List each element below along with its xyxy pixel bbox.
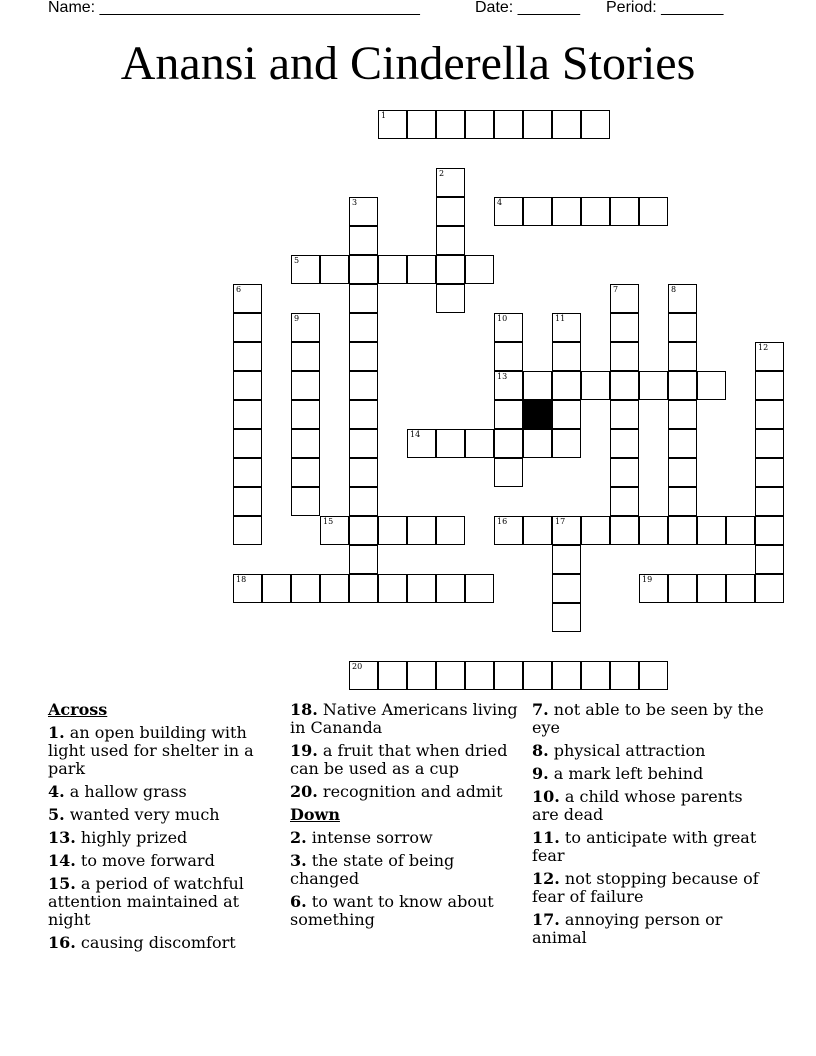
grid-cell[interactable] xyxy=(726,516,755,545)
grid-cell[interactable] xyxy=(291,574,320,603)
grid-cell[interactable] xyxy=(610,400,639,429)
grid-cell[interactable] xyxy=(291,255,320,284)
grid-cell[interactable] xyxy=(668,487,697,516)
clue-number: 16 xyxy=(497,517,508,526)
grid-cell[interactable] xyxy=(436,284,465,313)
grid-cell[interactable] xyxy=(552,197,581,226)
clue-item xyxy=(290,829,522,847)
grid-cell[interactable] xyxy=(233,574,262,603)
clue-number: 2. xyxy=(290,828,307,847)
clue-number: 13 xyxy=(497,372,508,381)
grid-cell[interactable] xyxy=(349,371,378,400)
grid-cell[interactable] xyxy=(697,371,726,400)
clue-number: 3. xyxy=(290,851,307,870)
grid-cell[interactable] xyxy=(349,574,378,603)
clue-item xyxy=(290,783,522,801)
grid-cell[interactable] xyxy=(639,661,668,690)
grid-cell[interactable] xyxy=(407,574,436,603)
grid-cell[interactable] xyxy=(436,516,465,545)
clue-text: Native Americans living in Cananda xyxy=(290,700,518,737)
grid-cell[interactable] xyxy=(291,313,320,342)
grid-cell[interactable] xyxy=(668,400,697,429)
grid-cell[interactable] xyxy=(436,110,465,139)
grid-cell[interactable] xyxy=(494,197,523,226)
grid-cell[interactable] xyxy=(494,661,523,690)
clue-item xyxy=(48,852,280,870)
grid-cell[interactable] xyxy=(755,371,784,400)
clue-text: a mark left behind xyxy=(548,764,704,783)
grid-cell[interactable] xyxy=(668,574,697,603)
clue-text: to anticipate with great fear xyxy=(532,828,757,865)
date-field[interactable]: Date: _______ xyxy=(475,0,580,16)
grid-cell[interactable] xyxy=(349,197,378,226)
grid-cell[interactable] xyxy=(349,400,378,429)
grid-cell[interactable] xyxy=(523,110,552,139)
grid-cell[interactable] xyxy=(668,371,697,400)
clue-number: 5. xyxy=(48,805,65,824)
clue-item xyxy=(532,701,764,737)
clue-number: 9 xyxy=(294,314,300,323)
grid-cell[interactable] xyxy=(552,313,581,342)
grid-cell[interactable] xyxy=(494,429,523,458)
grid-cell[interactable] xyxy=(552,574,581,603)
clue-number: 8. xyxy=(532,741,549,760)
grid-cell[interactable] xyxy=(349,342,378,371)
grid-cell[interactable] xyxy=(610,342,639,371)
grid-cell[interactable] xyxy=(639,197,668,226)
clue-item xyxy=(532,788,764,824)
clue-text: not stopping because of fear of failure xyxy=(532,869,759,906)
clue-item xyxy=(48,875,280,929)
name-field[interactable]: Name: ____________________________________ xyxy=(48,0,420,16)
grid-cell[interactable] xyxy=(639,574,668,603)
clue-number: 12. xyxy=(532,869,560,888)
grid-cell[interactable] xyxy=(494,371,523,400)
grid-cell[interactable] xyxy=(755,516,784,545)
grid-cell[interactable] xyxy=(581,110,610,139)
clue-text: annoying person or animal xyxy=(532,910,723,947)
grid-cell[interactable] xyxy=(465,110,494,139)
clue-item xyxy=(290,742,522,778)
clue-item xyxy=(532,870,764,906)
clue-text: a period of watchful attention maintained at night xyxy=(48,874,244,929)
grid-cell[interactable] xyxy=(233,342,262,371)
black-square xyxy=(523,400,552,429)
grid-cell[interactable] xyxy=(378,516,407,545)
grid-cell[interactable] xyxy=(755,574,784,603)
grid-cell[interactable] xyxy=(436,255,465,284)
grid-cell[interactable] xyxy=(668,284,697,313)
clue-number: 3 xyxy=(352,198,358,207)
grid-cell[interactable] xyxy=(552,661,581,690)
clue-number: 4. xyxy=(48,782,65,801)
clue-text: to want to know about something xyxy=(290,892,494,929)
clue-item xyxy=(290,701,522,737)
clue-number: 10 xyxy=(497,314,508,323)
clue-item xyxy=(290,893,522,929)
clue-number: 17 xyxy=(555,517,566,526)
grid-cell[interactable] xyxy=(349,458,378,487)
clues-column-3 xyxy=(532,701,764,952)
grid-cell[interactable] xyxy=(668,342,697,371)
clue-text: not able to be seen by the eye xyxy=(532,700,764,737)
grid-cell[interactable] xyxy=(697,516,726,545)
grid-cell[interactable] xyxy=(610,197,639,226)
grid-cell[interactable] xyxy=(610,661,639,690)
grid-cell[interactable] xyxy=(610,371,639,400)
grid-cell[interactable] xyxy=(755,342,784,371)
grid-cell[interactable] xyxy=(552,429,581,458)
grid-cell[interactable] xyxy=(755,545,784,574)
grid-cell[interactable] xyxy=(233,371,262,400)
grid-cell[interactable] xyxy=(523,197,552,226)
clue-number: 10. xyxy=(532,787,560,806)
grid-cell[interactable] xyxy=(610,458,639,487)
grid-cell[interactable] xyxy=(523,661,552,690)
grid-cell[interactable] xyxy=(755,400,784,429)
clue-number: 12 xyxy=(758,343,769,352)
grid-cell[interactable] xyxy=(552,371,581,400)
clue-number: 5 xyxy=(294,256,300,265)
clue-text: an open building with light used for shelter in a park xyxy=(48,723,254,778)
grid-cell[interactable] xyxy=(407,255,436,284)
clue-number: 15 xyxy=(323,517,334,526)
clue-number: 18. xyxy=(290,700,318,719)
grid-cell[interactable] xyxy=(349,313,378,342)
across-heading: Across xyxy=(48,700,108,719)
clue-number: 20. xyxy=(290,782,318,801)
clue-number: 11 xyxy=(555,314,566,323)
grid-cell[interactable] xyxy=(233,458,262,487)
grid-cell[interactable] xyxy=(349,226,378,255)
grid-cell[interactable] xyxy=(755,487,784,516)
clue-text: wanted very much xyxy=(64,805,220,824)
page-title: Anansi and Cinderella Stories xyxy=(120,37,696,90)
grid-cell[interactable] xyxy=(668,458,697,487)
clue-number: 1. xyxy=(48,723,65,742)
clue-number: 15. xyxy=(48,874,76,893)
grid-cell[interactable] xyxy=(436,429,465,458)
grid-cell[interactable] xyxy=(494,110,523,139)
clue-number: 9. xyxy=(532,764,549,783)
grid-cell[interactable] xyxy=(494,342,523,371)
grid-cell[interactable] xyxy=(349,429,378,458)
clue-item xyxy=(290,852,522,888)
grid-cell[interactable] xyxy=(755,458,784,487)
clue-item xyxy=(48,724,280,778)
grid-cell[interactable] xyxy=(523,371,552,400)
grid-cell[interactable] xyxy=(552,516,581,545)
down-heading: Down xyxy=(290,805,340,824)
grid-cell[interactable] xyxy=(291,371,320,400)
grid-cell[interactable] xyxy=(407,516,436,545)
grid-cell[interactable] xyxy=(552,545,581,574)
clues-column-1 xyxy=(48,701,280,957)
clue-text: highly prized xyxy=(75,828,188,847)
grid-cell[interactable] xyxy=(436,574,465,603)
grid-cell[interactable] xyxy=(523,429,552,458)
clue-text: a fruit that when dried can be used as a cup xyxy=(290,741,508,778)
grid-cell[interactable] xyxy=(610,516,639,545)
grid-cell[interactable] xyxy=(552,603,581,632)
grid-cell[interactable] xyxy=(291,342,320,371)
grid-cell[interactable] xyxy=(233,429,262,458)
grid-cell[interactable] xyxy=(494,400,523,429)
clue-number: 20 xyxy=(352,662,363,671)
grid-cell[interactable] xyxy=(233,487,262,516)
clue-item xyxy=(48,806,280,824)
clue-number: 16. xyxy=(48,933,76,952)
grid-cell[interactable] xyxy=(523,516,552,545)
clue-number: 2 xyxy=(439,169,445,178)
grid-cell[interactable] xyxy=(378,255,407,284)
grid-cell[interactable] xyxy=(291,458,320,487)
grid-cell[interactable] xyxy=(552,400,581,429)
clue-number: 13. xyxy=(48,828,76,847)
grid-cell[interactable] xyxy=(436,661,465,690)
grid-cell[interactable] xyxy=(610,487,639,516)
grid-cell[interactable] xyxy=(349,661,378,690)
grid-cell[interactable] xyxy=(233,400,262,429)
grid-cell[interactable] xyxy=(552,342,581,371)
grid-cell[interactable] xyxy=(378,110,407,139)
grid-cell[interactable] xyxy=(378,574,407,603)
clue-number: 8 xyxy=(671,285,677,294)
grid-cell[interactable] xyxy=(378,661,407,690)
grid-cell[interactable] xyxy=(581,661,610,690)
clue-number: 4 xyxy=(497,198,503,207)
clue-number: 6. xyxy=(290,892,307,911)
grid-cell[interactable] xyxy=(320,574,349,603)
clue-text: causing discomfort xyxy=(75,933,236,952)
grid-cell[interactable] xyxy=(349,255,378,284)
grid-cell[interactable] xyxy=(726,574,755,603)
grid-cell[interactable] xyxy=(639,516,668,545)
grid-cell[interactable] xyxy=(349,487,378,516)
grid-cell[interactable] xyxy=(581,516,610,545)
grid-cell[interactable] xyxy=(320,516,349,545)
grid-cell[interactable] xyxy=(349,545,378,574)
grid-cell[interactable] xyxy=(552,110,581,139)
clue-item xyxy=(48,934,280,952)
grid-cell[interactable] xyxy=(697,574,726,603)
clue-text: recognition and admit xyxy=(317,782,503,801)
clue-number: 1 xyxy=(381,111,387,120)
grid-cell[interactable] xyxy=(291,400,320,429)
clues-column-2 xyxy=(290,701,522,934)
grid-cell[interactable] xyxy=(668,429,697,458)
grid-cell[interactable] xyxy=(494,516,523,545)
clue-text: intense sorrow xyxy=(306,828,433,847)
grid-cell[interactable] xyxy=(581,371,610,400)
grid-cell[interactable] xyxy=(349,284,378,313)
grid-cell[interactable] xyxy=(233,284,262,313)
grid-cell[interactable] xyxy=(465,661,494,690)
clue-item xyxy=(48,829,280,847)
grid-cell[interactable] xyxy=(436,168,465,197)
clue-item xyxy=(48,783,280,801)
clue-number: 19. xyxy=(290,741,318,760)
grid-cell[interactable] xyxy=(262,574,291,603)
grid-cell[interactable] xyxy=(436,197,465,226)
clue-item xyxy=(532,742,764,760)
grid-cell[interactable] xyxy=(407,110,436,139)
clue-item xyxy=(532,911,764,947)
clue-item xyxy=(532,765,764,783)
grid-cell[interactable] xyxy=(233,516,262,545)
grid-cell[interactable] xyxy=(320,255,349,284)
clue-number: 14 xyxy=(410,430,421,439)
clue-number: 7. xyxy=(532,700,549,719)
grid-cell[interactable] xyxy=(755,429,784,458)
grid-cell[interactable] xyxy=(610,313,639,342)
clue-text: the state of being changed xyxy=(290,851,455,888)
grid-cell[interactable] xyxy=(465,429,494,458)
grid-cell[interactable] xyxy=(581,197,610,226)
period-field[interactable]: Period: _______ xyxy=(606,0,724,16)
clue-number: 7 xyxy=(613,285,619,294)
clue-item xyxy=(532,829,764,865)
grid-cell[interactable] xyxy=(407,661,436,690)
clue-number: 11. xyxy=(532,828,560,847)
grid-cell[interactable] xyxy=(291,429,320,458)
clue-number: 19 xyxy=(642,575,653,584)
clue-number: 18 xyxy=(236,575,247,584)
clue-text: a hallow grass xyxy=(64,782,187,801)
grid-cell[interactable] xyxy=(291,487,320,516)
clue-text: physical attraction xyxy=(548,741,706,760)
grid-cell[interactable] xyxy=(233,313,262,342)
clue-number: 17. xyxy=(532,910,560,929)
clue-number: 14. xyxy=(48,851,76,870)
grid-cell[interactable] xyxy=(639,371,668,400)
clue-number: 6 xyxy=(236,285,242,294)
grid-cell[interactable] xyxy=(610,429,639,458)
grid-cell[interactable] xyxy=(349,516,378,545)
grid-cell[interactable] xyxy=(668,516,697,545)
grid-cell[interactable] xyxy=(436,226,465,255)
clue-text: a child whose parents are dead xyxy=(532,787,743,824)
grid-cell[interactable] xyxy=(465,255,494,284)
grid-cell[interactable] xyxy=(668,313,697,342)
grid-cell[interactable] xyxy=(494,458,523,487)
grid-cell[interactable] xyxy=(407,429,436,458)
grid-cell[interactable] xyxy=(610,284,639,313)
grid-cell[interactable] xyxy=(494,313,523,342)
clue-text: to move forward xyxy=(75,851,215,870)
grid-cell[interactable] xyxy=(465,574,494,603)
